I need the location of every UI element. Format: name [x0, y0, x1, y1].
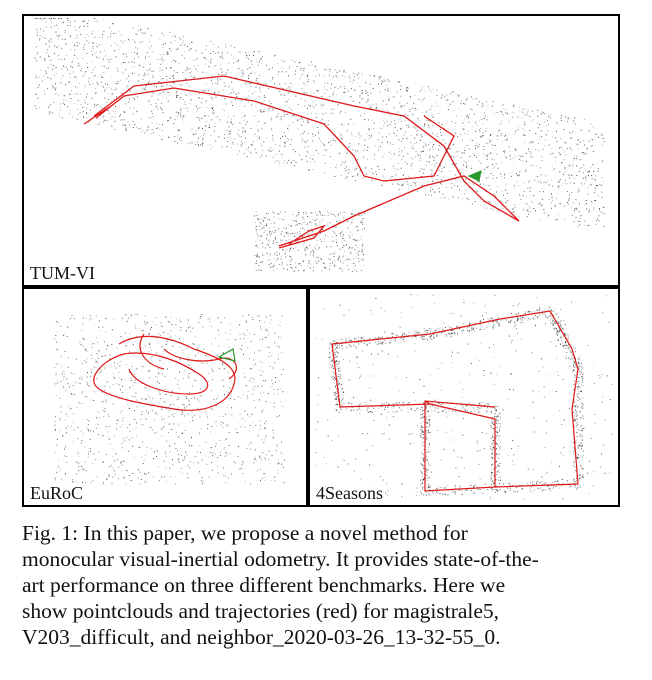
figure [22, 14, 620, 507]
panel-label-euroc: EuRoC [30, 483, 84, 503]
tumvi-trajectory [84, 76, 519, 248]
caption-line: V203_difficult, and neighbor_2020-03-26_13-32-55_0. [22, 625, 501, 649]
tumvi-camera [469, 171, 481, 181]
panel-label-4seasons: 4Seasons [316, 483, 383, 503]
tumvi-pointcloud [24, 16, 618, 285]
caption-line: monocular visual-inertial odometry. It provides state-of-the- [22, 547, 539, 571]
caption-line: Fig. 1: In this paper, we propose a novel method for [22, 521, 468, 545]
4seasons-trajectory [332, 311, 578, 491]
caption-line: show pointclouds and trajectories (red) for magistrale5, [22, 599, 500, 623]
caption-line: art performance on three different benchmarks. Here we [22, 573, 506, 597]
euroc-camera [219, 349, 235, 361]
panel-tumvi [22, 14, 620, 287]
euroc-trajectory [94, 334, 237, 410]
panel-4seasons [308, 287, 620, 507]
panel-euroc [22, 287, 308, 507]
panel-label-tumvi: TUM-VI [30, 263, 95, 283]
4seasons-pointcloud [310, 289, 618, 505]
figure-caption [22, 520, 622, 650]
euroc-pointcloud [24, 289, 306, 505]
